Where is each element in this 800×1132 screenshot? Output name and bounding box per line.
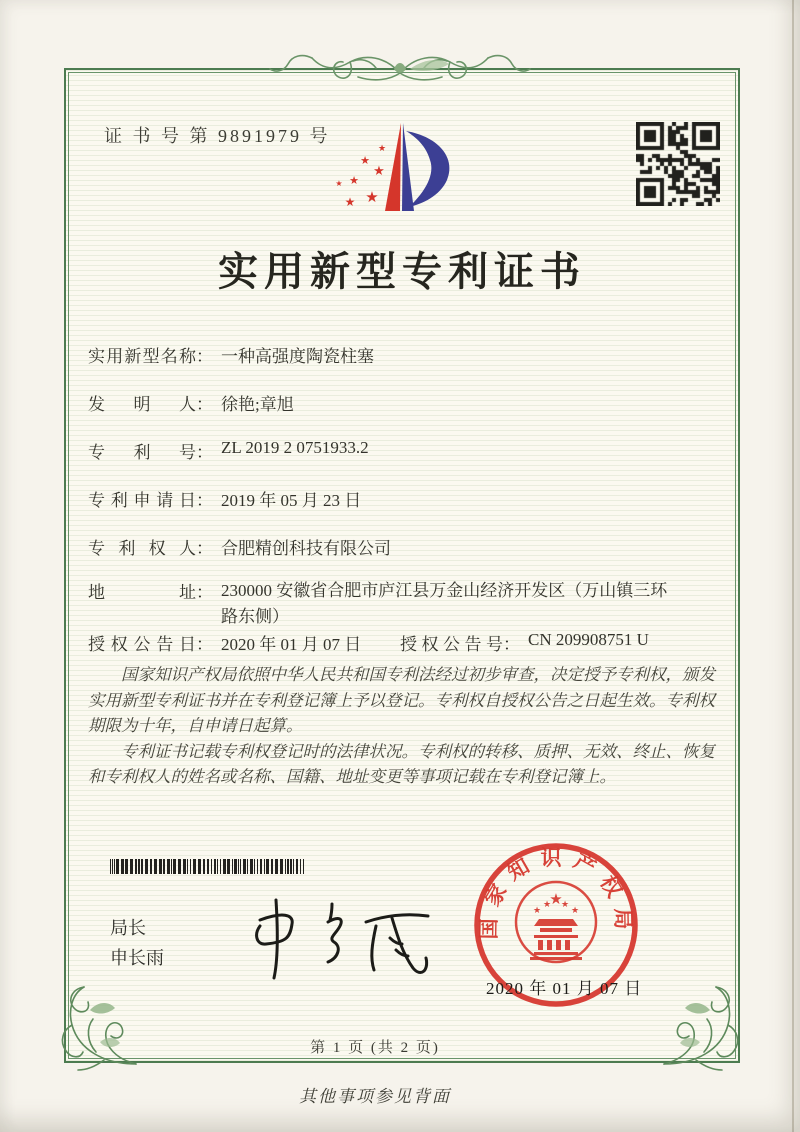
legal-paragraph: 国家知识产权局依照中华人民共和国专利法经过初步审查，决定授予专利权，颁发实用新型专利证书并在专利登记簿上予以登记。专利权自授权公告之日起生效。专利权期限为十年，自申请日起算。 <box>88 665 715 735</box>
signer-name: 申长雨 <box>110 948 164 968</box>
field-row-filing-date <box>88 486 361 511</box>
colon: ： <box>196 539 213 558</box>
grant-date-value: 2020 年 01 月 07 日 <box>221 635 362 654</box>
legal-text <box>88 662 716 790</box>
field-value: 2019 年 05 月 23 日 <box>221 491 362 510</box>
svg-text:★: ★ <box>570 906 580 916</box>
colon: ： <box>196 491 213 510</box>
field-value: 徐艳;章旭 <box>221 395 294 414</box>
svg-text:★: ★ <box>532 906 542 916</box>
top-scroll-ornament-icon <box>248 46 552 98</box>
colon: ： <box>503 635 520 654</box>
field-label: 发明人 <box>88 395 196 414</box>
colon: ： <box>196 395 213 414</box>
field-label: 实用新型名称 <box>88 347 196 366</box>
colon: ： <box>196 443 213 462</box>
seal-date: 2020 年 01 月 07 日 <box>486 979 643 998</box>
field-row-patent-number <box>88 438 369 463</box>
barcode-icon <box>110 859 308 874</box>
legal-paragraph: 专利证书记载专利权登记时的法律状况。专利权的转移、质押、无效、终止、恢复和专利权人的姓名或名称、国籍、地址变更等事项记载在专利登记簿上。 <box>88 741 715 786</box>
field-value: ZL 2019 2 0751933.2 <box>221 438 369 457</box>
cnipa-logo-icon <box>330 103 475 228</box>
bottom-left-corner-ornament-icon <box>44 980 144 1080</box>
colon: ： <box>196 583 213 602</box>
svg-text:★: ★ <box>360 154 370 167</box>
svg-text:★: ★ <box>373 164 385 179</box>
seal-ring-text: 国家知识产权局 <box>476 846 636 940</box>
field-row-address <box>88 578 669 630</box>
field-value: 230000 安徽省合肥市庐江县万金山经济开发区（万山镇三环路东侧） <box>221 581 668 626</box>
page-number: 第 1 页 (共 2 页) <box>310 1040 440 1056</box>
field-value: 一种高强度陶瓷柱塞 <box>221 347 374 366</box>
certificate-number: 证 书 号 第 9891979 号 <box>104 126 331 146</box>
field-label: 地址 <box>88 583 196 602</box>
svg-text:★: ★ <box>542 900 552 910</box>
field-row-patentee <box>88 534 391 559</box>
bottom-right-corner-ornament-icon <box>656 980 756 1080</box>
field-row-grant <box>88 630 649 655</box>
field-label: 专利号 <box>88 443 196 462</box>
signer-title: 局长 <box>110 918 146 938</box>
field-label: 专利权人 <box>88 539 196 558</box>
field-label: 授权公告日 <box>88 635 196 654</box>
svg-text:★: ★ <box>365 188 379 206</box>
svg-text:★: ★ <box>377 144 387 154</box>
colon: ： <box>196 635 213 654</box>
svg-text:★: ★ <box>335 179 343 188</box>
field-row-name <box>88 342 374 367</box>
paper-edge <box>792 0 794 1132</box>
svg-text:★: ★ <box>349 174 359 187</box>
field-row-inventor <box>88 390 294 415</box>
svg-text:★: ★ <box>549 890 563 908</box>
field-value: 合肥精创科技有限公司 <box>221 539 391 558</box>
back-note: 其他事项参见背面 <box>299 1087 451 1106</box>
svg-text:★: ★ <box>344 195 356 209</box>
field-label: 授权公告号 <box>400 635 503 654</box>
field-label: 专利申请日 <box>88 491 196 510</box>
colon: ： <box>196 347 213 366</box>
grant-number-value: CN 209908751 U <box>528 630 649 649</box>
certificate-title: 实用新型专利证书 <box>218 249 586 294</box>
qr-code-icon <box>636 122 720 206</box>
svg-text:★: ★ <box>560 900 570 910</box>
signature-icon <box>232 882 442 982</box>
